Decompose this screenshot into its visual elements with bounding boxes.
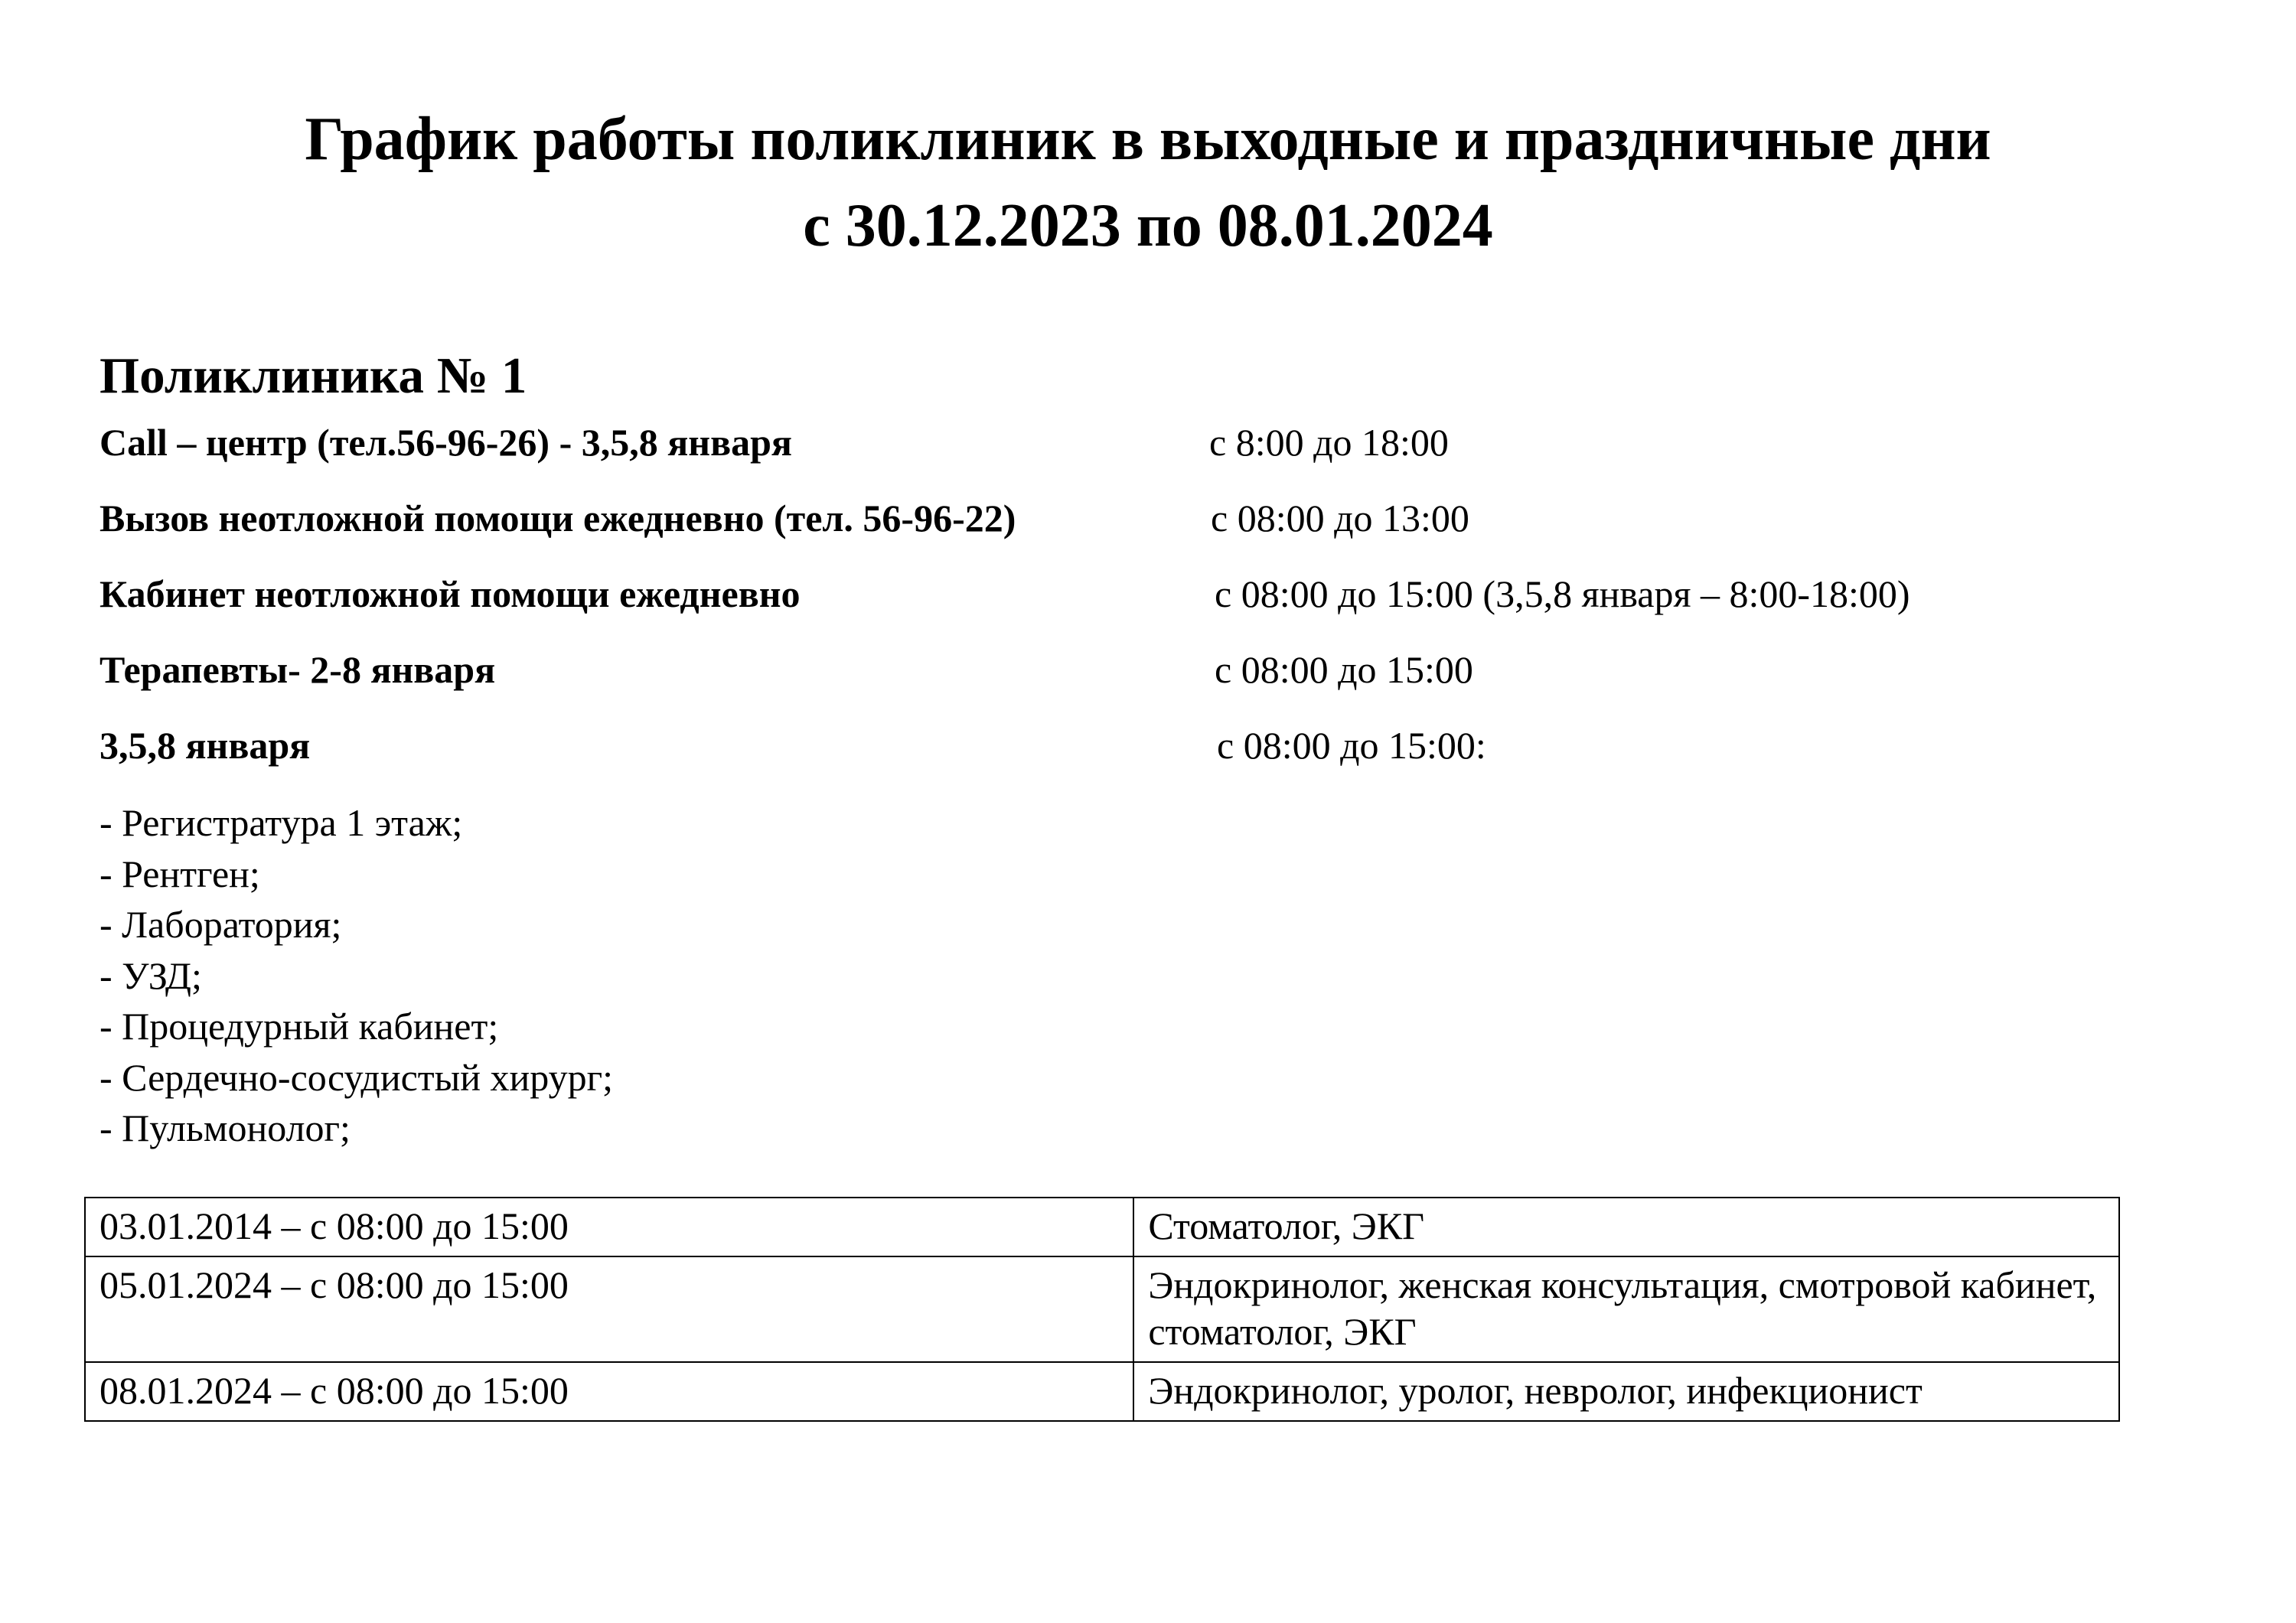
call-center-label: Call – центр (тел.56-96-26) - 3,5,8 января <box>99 421 792 464</box>
clinic-heading: Поликлиника № 1 <box>99 347 527 404</box>
table-row <box>85 1362 2119 1421</box>
document-date-range: с 30.12.2023 по 08.01.2024 <box>803 192 1493 259</box>
table-cell-date: 05.01.2024 – с 08:00 до 15:00 <box>85 1256 1133 1362</box>
urgent-office-label: Кабинет неотложной помощи ежедневно <box>99 572 801 615</box>
table-cell-specialists: Эндокринолог, женская консультация, смотровой кабинет, стоматолог, ЭКГ <box>1133 1256 2119 1362</box>
urgent-office-hours: с 08:00 до 15:00 (3,5,8 января – 8:00-18:00) <box>1215 572 1910 615</box>
call-center-hours: с 8:00 до 18:00 <box>1209 421 1449 464</box>
list-item: - Пульмонолог; <box>99 1106 351 1149</box>
urgent-call-label: Вызов неотложной помощи ежедневно (тел. 56-96-22) <box>99 497 1016 539</box>
list-item: - Рентген; <box>99 852 260 895</box>
table-cell-date: 03.01.2014 – с 08:00 до 15:00 <box>85 1198 1133 1256</box>
table-row <box>85 1256 2119 1362</box>
holiday-dates-label: 3,5,8 января <box>99 724 311 767</box>
therapists-hours: с 08:00 до 15:00 <box>1215 648 1473 691</box>
table-cell-specialists: Стоматолог, ЭКГ <box>1133 1198 2119 1256</box>
list-item: - Процедурный кабинет; <box>99 1005 499 1048</box>
list-item: - УЗД; <box>99 953 202 997</box>
services-list <box>99 797 613 1154</box>
document-title: График работы поликлиник в выходные и праздничные дни <box>305 106 1991 173</box>
holiday-dates-hours: с 08:00 до 15:00: <box>1217 724 1486 767</box>
urgent-call-hours: с 08:00 до 13:00 <box>1211 497 1469 539</box>
therapists-label: Терапевты- 2-8 января <box>99 648 496 691</box>
table-cell-specialists: Эндокринолог, уролог, невролог, инфекционист <box>1133 1362 2119 1421</box>
table-cell-date: 08.01.2024 – с 08:00 до 15:00 <box>85 1362 1133 1421</box>
table-row <box>85 1198 2119 1256</box>
list-item: - Регистратура 1 этаж; <box>99 801 463 844</box>
list-item: - Сердечно-сосудистый хирург; <box>99 1055 613 1099</box>
specialists-schedule-table <box>84 1197 2120 1422</box>
list-item: - Лаборатория; <box>99 903 342 946</box>
